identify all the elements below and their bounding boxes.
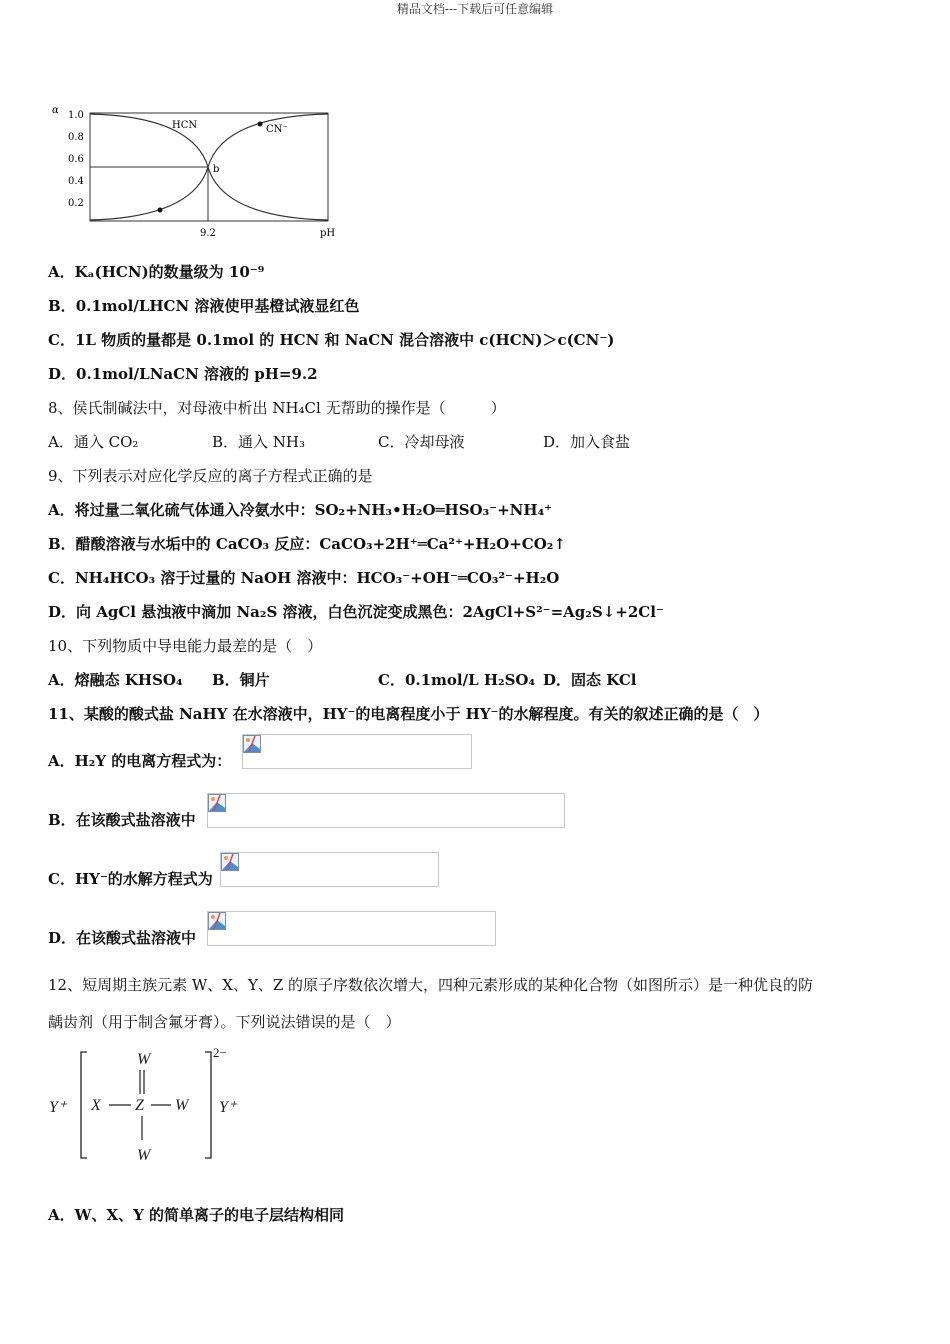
q12-option-a: A．W、X、Y 的简单离子的电子层结构相同 — [48, 1206, 345, 1224]
struct-cation-left: Y⁺ — [49, 1099, 67, 1116]
q11-option-d: D．在该酸式盐溶液中 — [48, 929, 197, 947]
y-tick-1.0: 1.0 — [68, 110, 84, 121]
q7-option-a: A．Kₐ(HCN)的数量级为 10⁻⁹ — [48, 263, 265, 281]
broken-image-icon — [221, 853, 239, 871]
q8-option-d: D．加入食盐 — [543, 433, 631, 451]
y-axis-symbol: α — [52, 105, 59, 116]
q10-option-d: D．固态 KCl — [543, 671, 637, 689]
q11-option-c: C．HY⁻的水解方程式为 — [48, 870, 213, 888]
q9-stem: 9、下列表示对应化学反应的离子方程式正确的是 — [48, 467, 373, 485]
y-tick-0.4: 0.4 — [68, 176, 84, 187]
q11-stem: 11、某酸的酸式盐 NaHY 在水溶液中，HY⁻的电离程度小于 HY⁻的水解程度。有关的叙述正确的是（ ） — [48, 705, 769, 723]
q8-option-a: A．通入 CO₂ — [48, 433, 139, 451]
y-tick-0.8: 0.8 — [68, 132, 84, 143]
cn-label: CN⁻ — [266, 124, 288, 135]
q10-option-c: C．0.1mol/L H₂SO₄ — [378, 671, 536, 689]
q9-option-b: B．醋酸溶液与水垢中的 CaCO₃ 反应：CaCO₃+2H⁺═Ca²⁺+H₂O+CO₂↑ — [48, 535, 566, 553]
y-tick-0.2: 0.2 — [68, 198, 84, 209]
x-axis-label: pH — [320, 228, 336, 239]
point-b-label: b — [213, 164, 220, 175]
alpha-ph-graph — [50, 100, 350, 245]
q9-option-a: A．将过量二氧化硫气体通入冷氨水中：SO₂+NH₃•H₂O═HSO₃⁻+NH₄⁺ — [48, 501, 553, 519]
q11-option-a: A．H₂Y 的电离方程式为： — [48, 752, 232, 770]
q7-option-b: B．0.1mol/LHCN 溶液使甲基橙试液显红色 — [48, 297, 360, 315]
q7-option-c: C．1L 物质的量都是 0.1mol 的 HCN 和 NaCN 混合溶液中 c(HCN)＞c(CN⁻) — [48, 331, 615, 349]
q9-option-d: D．向 AgCl 悬浊液中滴加 Na₂S 溶液，白色沉淀变成黑色：2AgCl+S²⁻=Ag₂S↓+2Cl⁻ — [48, 603, 664, 621]
q10-stem: 10、下列物质中导电能力最差的是（ ） — [48, 637, 323, 655]
q11-b-image-placeholder — [207, 793, 565, 828]
q8-option-b: B．通入 NH₃ — [212, 433, 306, 451]
struct-left-atom: X — [91, 1097, 101, 1114]
q11-option-b: B．在该酸式盐溶液中 — [48, 811, 196, 829]
q7-option-d: D．0.1mol/LNaCN 溶液的 pH=9.2 — [48, 365, 318, 383]
hcn-label: HCN — [172, 120, 198, 131]
q11-d-image-placeholder — [207, 911, 496, 946]
q8-stem: 8、侯氏制碱法中，对母液中析出 NH₄Cl 无帮助的操作是（ ） — [48, 399, 506, 417]
page-header: 精品文档---下载后可任意编辑 — [396, 2, 554, 16]
broken-image-icon — [208, 912, 226, 930]
broken-image-icon — [208, 794, 226, 812]
x-tick-9.2: 9.2 — [200, 228, 216, 239]
point-low — [158, 208, 163, 213]
struct-top-atom: W — [137, 1051, 151, 1068]
q11-a-image-placeholder — [242, 734, 472, 769]
struct-bottom-atom: W — [137, 1147, 151, 1164]
point-high — [258, 122, 263, 127]
q12-stem-line1: 12、短周期主族元素 W、X、Y、Z 的原子序数依次增大，四种元素形成的某种化合物（如图所示）是一种优良的防 — [48, 976, 814, 994]
right-bracket — [205, 1052, 211, 1158]
struct-center-atom: Z — [135, 1097, 144, 1114]
broken-image-icon — [243, 735, 261, 753]
struct-right-atom: W — [175, 1097, 189, 1114]
struct-cation-right: Y⁺ — [219, 1099, 237, 1116]
q10-option-b: B．铜片 — [212, 671, 270, 689]
struct-charge: 2− — [213, 1045, 227, 1060]
q8-option-c: C．冷却母液 — [378, 433, 465, 451]
q9-option-c: C．NH₄HCO₃ 溶于过量的 NaOH 溶液中：HCO₃⁻+OH⁻═CO₃²⁻+H₂O — [48, 569, 560, 587]
compound-structure — [45, 1042, 255, 1167]
q10-option-a: A．熔融态 KHSO₄ — [48, 671, 183, 689]
left-bracket — [81, 1052, 87, 1158]
q11-c-image-placeholder — [220, 852, 439, 887]
y-tick-0.6: 0.6 — [68, 154, 84, 165]
q12-stem-line2: 龋齿剂（用于制含氟牙膏）。下列说法错误的是（ ） — [48, 1013, 401, 1031]
